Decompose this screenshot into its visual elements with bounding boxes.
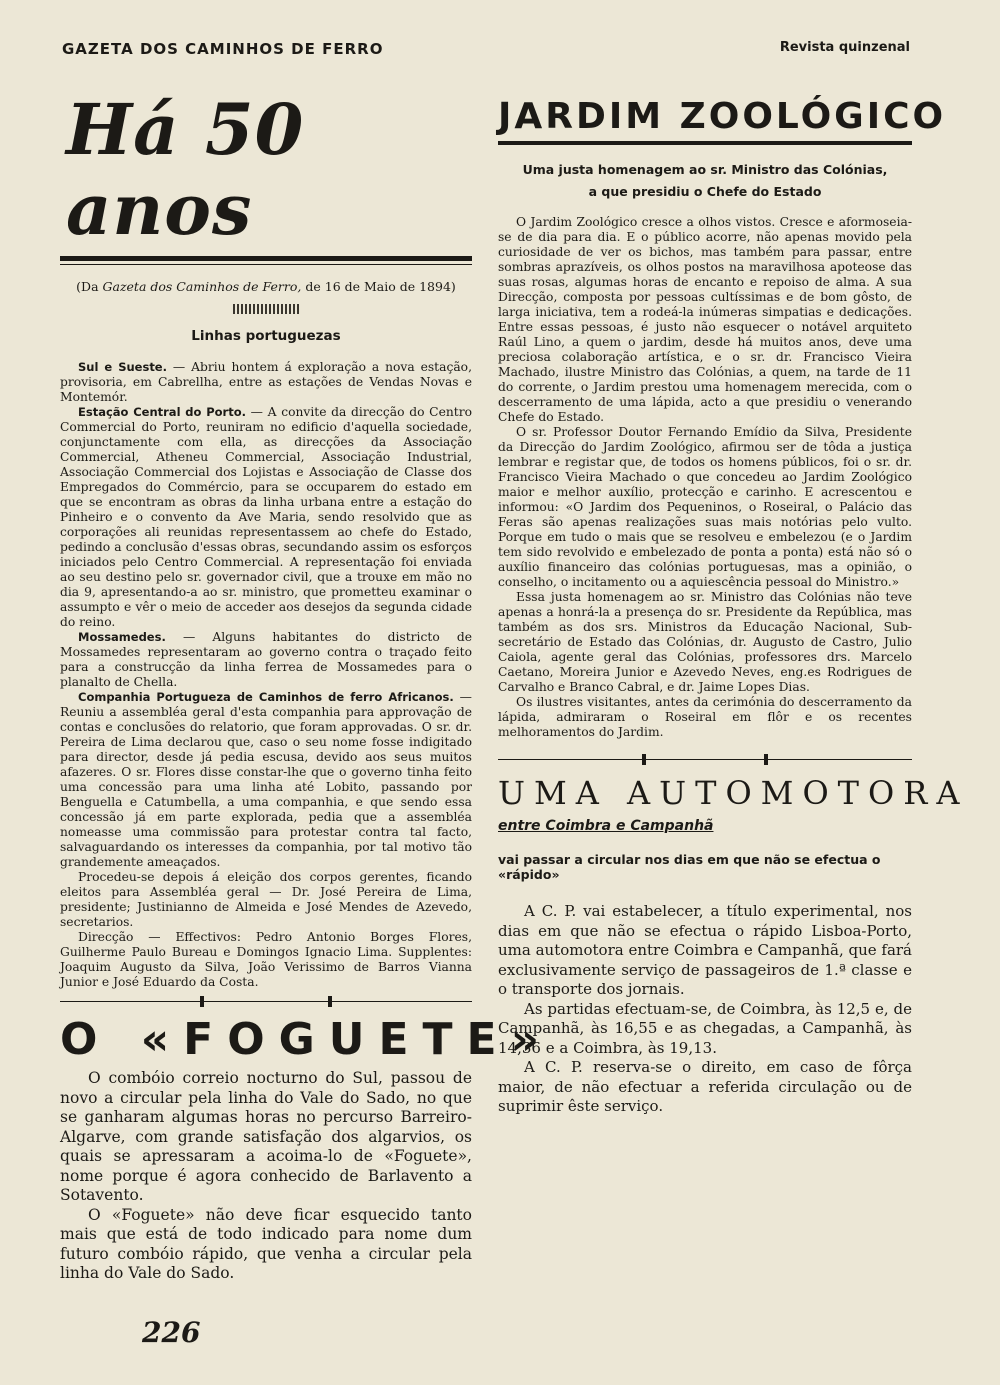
source-italic: Gazeta dos Caminhos de Ferro, — [102, 279, 302, 294]
automotora-title: UMA AUTOMOTORA — [498, 774, 969, 812]
automotora-article — [498, 774, 969, 1117]
article-paragraph: O combóio correio nocturno do Sul, passou de novo a circular pela linha do Vale do Sado, no que se ganharam algumas horas no percurso Barreiro-Algarve, com grande satisfação dos algarvios, os quais se apressaram a acoima-lo de «Foguete», nome porque é agora conhecido de Barlavento a Sotavento. — [60, 1069, 472, 1204]
foguete-article — [60, 1014, 554, 1284]
right-column — [498, 90, 969, 1117]
news-text: Direcção — Effectivos: Pedro Antonio Borges Flores, Guilherme Paulo Bureau e Domingos Ignacio Lima. Supplentes: Joaquim Augusto da Silva, João Verissimo de Barros Vianna Junior e José Eduardo da Costa. — [60, 930, 472, 989]
article-paragraph: A C. P. vai estabelecer, a título experimental, nos dias em que não se efectua o rápido Lisboa-Porto, uma automotora entre Coimbra e Campanhã, que fará exclusivamente serviço de passageiros de 1.ª classe e o transporte dos jornais. — [498, 902, 912, 998]
source-line — [60, 279, 472, 294]
section-divider — [60, 996, 472, 1008]
source-suffix: de 16 de Maio de 1894) — [301, 279, 456, 294]
publication-name: GAZETA DOS CAMINHOS DE FERRO — [62, 40, 384, 58]
news-lead: Estação Central do Porto. — [78, 405, 246, 419]
news-lead: Sul e Sueste. — [78, 360, 167, 374]
article-paragraph: O «Foguete» não deve ficar esquecido tanto mais que está de todo indicado para nome dum futuro combóio rápido, que venha a circular pela linha do Vale do Sado. — [60, 1205, 472, 1282]
hatch-ornament — [233, 304, 299, 314]
source-prefix: (Da — [76, 279, 103, 294]
jardim-subtitle — [498, 159, 912, 203]
news-text: — A convite da direcção do Centro Commercial do Porto, reuniram no edificio d'aquella sociedade, conjunctamente com ella, as direcções da Associação Commercial, Atheneu Commercial, Associação Industrial, Associação Commercial dos Lojistas e Associação de Classe dos Empregados do Commércio, para se occuparem do estado em que se encontram as obras da linha urbana entre a estação do Pinheiro e o convento da Ave Maria, sendo resolvido que as corporações ali reunidas representassem ao chefe do Estado, pedindo a conclusão d'essas obras, secundando assim os esforços iniciados pelo Centro Commercial. A representação foi enviada ao seu destino pelo sr. governador civil, que a trouxe em mão no dia 9, apresentando-a ao sr. ministro, que prometteu examinar o assumpto e vêr o meio de acceder aos desejos da segunda cidade do reino. — [60, 405, 472, 629]
news-paragraph — [60, 360, 472, 405]
news-paragraph — [60, 690, 472, 870]
news-text: — Alguns habitantes do districto de Mossamedes representaram ao governo contra o traçado feito para a construcção da linha ferrea de Mossamedes para o planalto de Chella. — [60, 630, 472, 689]
article-paragraph: Os ilustres visitantes, antes da cerimónia do descerramento da lápida, admiraram o Roseiral em flôr e os recentes melhoramentos do Jardim. — [498, 695, 912, 739]
article-paragraph: A C. P. reserva-se o direito, em caso de fôrça maior, de não efectuar a referida circulação ou de suprimir êste serviço. — [498, 1058, 912, 1115]
left-column — [60, 88, 554, 1284]
news-paragraph — [60, 630, 472, 690]
news-text: Procedeu-se depois á eleição dos corpos gerentes, ficando eleitos para Assembléa geral — Dr. José Pereira de Lima, presidente; Justinianno de Almeida e José Mendes de Azevedo, secretarios. — [60, 870, 472, 929]
jardim-title: JARDIM ZOOLÓGICO — [498, 96, 947, 137]
article-paragraph: Essa justa homenagem ao sr. Ministro das Colónias não teve apenas a honrá-la a presença do sr. Presidente da República, mas também as dos srs. Ministros da Educação Nacional, Sub-secretário de Estado das Colónias, dr. Augusto de Castro, Julio Caiola, agente geral das Colónias, professores drs. Marcelo Caetano, Moreira Junior e Azevedo Neves, eng.es Rodrigues de Carvalho e Branco Cabral, e dr. Jaime Lopes Dias. — [498, 590, 912, 694]
article-paragraph: O Jardim Zoológico cresce a olhos vistos. Cresce e aformoseia-se de dia para dia. E o público acorre, não apenas movido pela curiosidade de ver os bichos, mas também para passar, entre sombras aprazíveis, os olhos postos na maravilhosa apoteose das suas rosas, algumas horas de encanto e repoiso de alma. A sua Direcção, composta por pessoas cultíssimas e de bom gôsto, de larga iniciativa, tem a rodeá-la inúmeras simpatias e dedicações. Entre essas pessoas, é justo não esquecer o notável arquiteto Raúl Lino, a quem o jardim, desde há muitos anos, deve uma preciosa colaboração artística, e o sr. dr. Francisco Vieira Machado, ilustre Ministro das Colónias, a quem, na tarde de 11 do corrente, o Jardim prestou uma homenagem merecida, com o descerramento de uma lápida, acto a que presidiu o venerando Chefe do Estado. — [498, 215, 912, 424]
publication-tagline: Revista quinzenal — [779, 40, 910, 55]
title-thick-rule — [60, 256, 472, 261]
news-paragraph — [60, 930, 472, 990]
ha-50-anos-title: Há 50 anos — [66, 88, 305, 251]
section-divider — [498, 754, 912, 766]
news-lead: Companhia Portugueza de Caminhos de ferro Africanos. — [78, 690, 454, 704]
jardim-subtitle-line: Uma justa homenagem ao sr. Ministro das Colónias, — [522, 162, 888, 177]
automotora-kicker: vai passar a circular nos dias em que não se efectua o «rápido» — [498, 852, 881, 882]
jardim-article — [498, 96, 947, 740]
automotora-subtitle: entre Coimbra e Campanhã — [498, 818, 714, 834]
foguete-title: O «FOGUETE» — [60, 1014, 554, 1065]
jardim-rule — [498, 141, 912, 145]
title-thin-rule — [60, 264, 472, 265]
section-heading: Linhas portuguezas — [191, 328, 341, 344]
article-paragraph: O sr. Professor Doutor Fernando Emídio da Silva, Presidente da Direcção do Jardim Zoológico, afirmou ser de tôda a justiça lembrar e registar que, de todos os homens públicos, foi o sr. dr. Francisco Vieira Machado o que concedeu ao Jardim Zoológico maior e melhor auxílio, protecção e carinho. E acrescentou e informou: «O Jardim dos Pequeninos, o Roseiral, o Palácio das Feras são apenas realizações suas mais notórias pelo vulto. Porque em tudo o mais que se resolveu e embelezou (e o Jardim tem sido revolvido e embelezado de ponta a ponta) está não só o auxílio financeiro das colónias portuguesas, mas a opinião, o conselho, o incitamento ou a aquiescência pessoal do Ministro.» — [498, 425, 912, 589]
news-paragraph — [60, 870, 472, 930]
news-text: — Abriu hontem á exploração a nova estação, provisoria, em Cabrellha, entre as estações de Vendas Novas e Montemór. — [60, 360, 472, 404]
article-paragraph: As partidas efectuam-se, de Coimbra, às 12,5 e, de Campanhã, às 16,55 e as chegadas, a Campanhã, às 14,36 e a Coimbra, às 19,13. — [498, 999, 912, 1057]
page-number: 226 — [142, 1316, 201, 1349]
news-paragraph — [60, 405, 472, 630]
news-lead: Mossamedes. — [78, 630, 166, 644]
news-text: — Reuniu a assembléa geral d'esta companhia para approvação de contas e conclusões do relatorio, que foram approvadas. O sr. dr. Pereira de Lima declarou que, caso o seu nome fosse indigitado para director, desde já pedia escusa, devido aos seus muitos afazeres. O sr. Flores disse constar-lhe que o governo tinha feito uma concessão para uma linha até Lobito, passando por Benguella e Catumbella, a uma companhia, e que sendo essa concessão já em parte explorada, pedia que a assembléa nomeasse uma commissão para protestar contra tal facto, salvaguardando os interesses da companhia, por tal motivo tão grandemente ameaçados. — [60, 690, 472, 869]
news-items — [60, 360, 472, 990]
jardim-subtitle-line: a que presidiu o Chefe do Estado — [588, 184, 822, 199]
